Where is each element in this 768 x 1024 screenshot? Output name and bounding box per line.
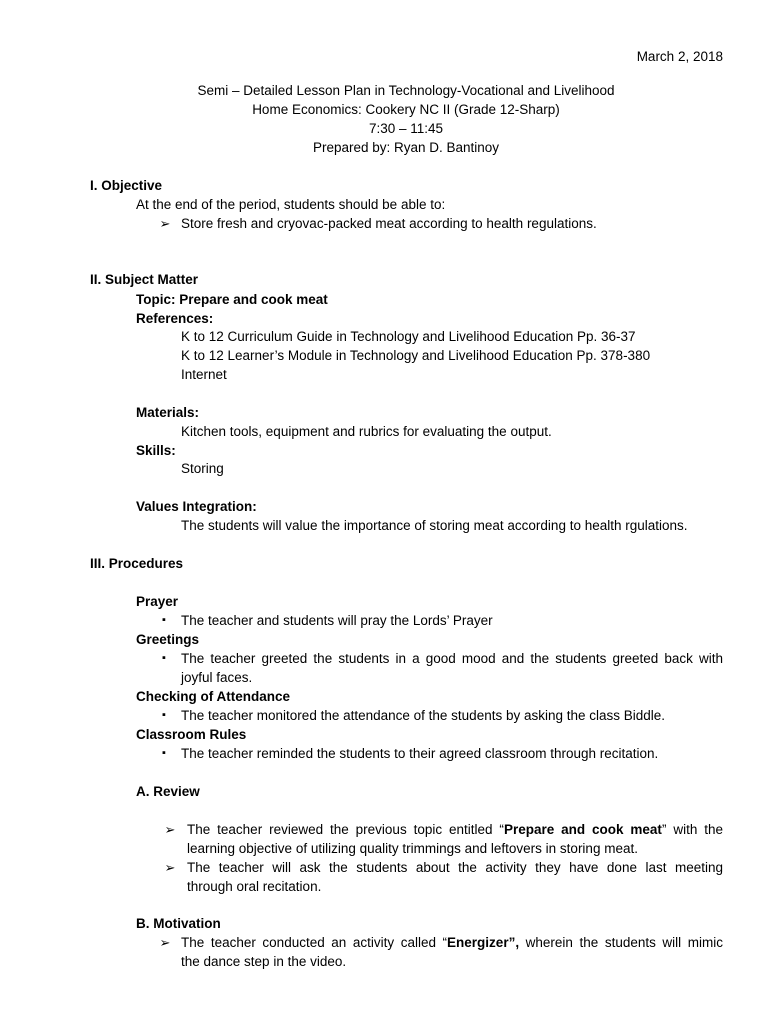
header-title: Semi – Detailed Lesson Plan in Technology-Vocational and Livelihood: [197, 83, 615, 98]
greetings-text-line1: The teacher greeted the students in a good mood and the students greeted back with: [181, 651, 723, 666]
prayer-label: Prayer: [136, 594, 179, 609]
objective-heading: I. Objective: [90, 178, 163, 193]
review-heading: A. Review: [136, 784, 200, 799]
values-label: Values Integration:: [136, 499, 257, 514]
references-label: References:: [136, 311, 214, 326]
skills-text: Storing: [181, 461, 224, 476]
rules-text: The teacher reminded the students to their agreed classroom through recitation.: [181, 746, 659, 761]
document-date: March 2, 2018: [636, 49, 723, 64]
header-author: Prepared by: Ryan D. Bantinoy: [312, 140, 500, 155]
reference-item: K to 12 Learner’s Module in Technology and Livelihood Education Pp. 378-380: [181, 348, 651, 363]
procedures-heading: III. Procedures: [90, 556, 184, 571]
review-item1-line1: The teacher reviewed the previous topic entitled “Prepare and cook meat” with the: [187, 822, 723, 837]
motivation-item1-line2: the dance step in the video.: [181, 954, 347, 969]
review-item1-line2: learning objective of utilizing quality trimmings and leftovers in storing meat.: [187, 841, 638, 856]
header-time: 7:30 – 11:45: [368, 121, 444, 136]
arrow-bullet-icon: ➢: [159, 935, 171, 950]
prayer-text: The teacher and students will pray the Lords’ Prayer: [181, 613, 493, 628]
arrow-bullet-icon: ➢: [159, 216, 171, 231]
attendance-label: Checking of Attendance: [136, 689, 291, 704]
reference-item: K to 12 Curriculum Guide in Technology and Livelihood Education Pp. 36-37: [181, 329, 636, 344]
skills-label: Skills:: [136, 443, 176, 458]
subject-matter-heading: II. Subject Matter: [90, 272, 199, 287]
rules-label: Classroom Rules: [136, 727, 247, 742]
header-subject: Home Economics: Cookery NC II (Grade 12-Sharp): [252, 102, 560, 117]
greetings-text-line2: joyful faces.: [181, 670, 253, 685]
reference-item: Internet: [181, 367, 227, 382]
materials-text: Kitchen tools, equipment and rubrics for evaluating the output.: [181, 424, 552, 439]
review-item2-line1: The teacher will ask the students about the activity they have done last meeting: [187, 860, 723, 875]
greetings-label: Greetings: [136, 632, 200, 647]
materials-label: Materials:: [136, 405, 200, 420]
review-item2-line2: through oral recitation.: [187, 879, 322, 894]
objective-intro: At the end of the period, students should be able to:: [136, 197, 446, 212]
attendance-text: The teacher monitored the attendance of the students by asking the class Biddle.: [181, 708, 666, 723]
topic-label: Topic: Prepare and cook meat: [136, 292, 328, 307]
values-text: The students will value the importance of storing meat according to health rgulations.: [181, 518, 688, 533]
square-bullet-icon: ▪: [162, 614, 166, 626]
square-bullet-icon: ▪: [162, 747, 166, 759]
arrow-bullet-icon: ➢: [164, 822, 176, 837]
motivation-item1-line1: The teacher conducted an activity called “Energizer”, wherein the students will mimic: [181, 935, 723, 950]
motivation-heading: B. Motivation: [136, 916, 221, 931]
arrow-bullet-icon: ➢: [164, 860, 176, 875]
objective-item: Store fresh and cryovac-packed meat according to health regulations.: [181, 216, 597, 231]
square-bullet-icon: ▪: [162, 709, 166, 721]
square-bullet-icon: ▪: [162, 652, 166, 664]
